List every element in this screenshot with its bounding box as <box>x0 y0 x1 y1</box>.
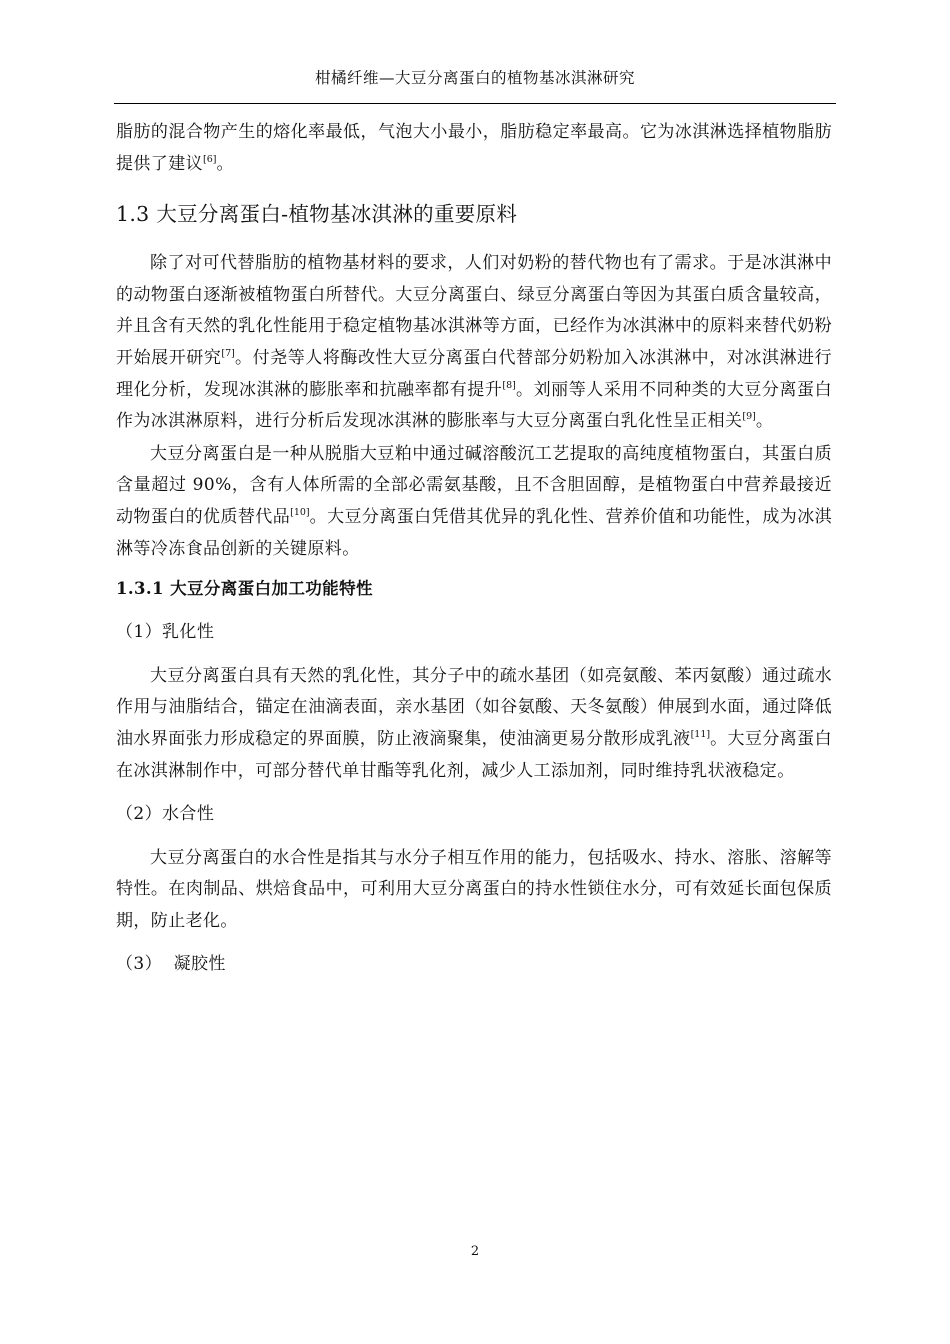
paragraph-soy-protein-isolate: 大豆分离蛋白是一种从脱脂大豆粕中通过碱溶酸沉工艺提取的高纯度植物蛋白，其蛋白质含量超过 90%，含有人体所需的全部必需氨基酸，且不含胆固醇，是植物蛋白中营养最接近动物蛋白的优质替代品[10]。大豆分离蛋白凭借其优异的乳化性、营养价值和功能性，成为冰淇淋等冷冻食品创新的关键原料。 <box>116 443 833 559</box>
page-header: 柑橘纤维—大豆分离蛋白的植物基冰淇淋研究 <box>314 69 635 87</box>
item-label-emulsification: （1）乳化性 <box>116 622 215 643</box>
section-heading-1-3-1: 1.3.1 大豆分离蛋白加工功能特性 <box>116 579 373 599</box>
citation[interactable]: [10] <box>290 506 310 518</box>
header-rule <box>114 103 836 104</box>
citation[interactable]: [6] <box>203 153 217 165</box>
page-number: 2 <box>470 1244 480 1259</box>
citation[interactable]: [8] <box>502 379 516 391</box>
page-body <box>116 117 832 993</box>
citation[interactable]: [9] <box>742 411 756 423</box>
section-heading-1-3: 1.3 大豆分离蛋白-植物基冰淇淋的重要原料 <box>116 202 518 227</box>
item-label-gelation: （3） 凝胶性 <box>116 954 226 975</box>
citation[interactable]: [7] <box>221 347 235 359</box>
citation[interactable]: [11] <box>690 728 711 740</box>
paragraph-hydration: 大豆分离蛋白的水合性是指其与水分子相互作用的能力，包括吸水、持水、溶胀、溶解等特性。在肉制品、烘焙食品中，可利用大豆分离蛋白的持水性锁住水分，可有效延长面包保质期，防止老化。 <box>116 847 832 931</box>
paragraph-emulsification: 大豆分离蛋白具有天然的乳化性，其分子中的疏水基团（如亮氨酸、苯丙氨酸）通过疏水作用与油脂结合，锚定在油滴表面，亲水基团（如谷氨酸、天冬氨酸）伸展到水面，通过降低油水界面张力形成稳定的界面膜，防止液滴聚集，使油滴更易分散形成乳液[11]。大豆分离蛋白在冰淇淋制作中，可部分替代单甘酯等乳化剂，减少人工添加剂，同时维持乳状液稳定。 <box>116 665 832 781</box>
item-label-hydration: （2）水合性 <box>116 804 215 825</box>
intro-paragraph: 脂肪的混合物产生的熔化率最低，气泡大小最小，脂肪稳定率最高。它为冰淇淋选择植物脂肪提供了建议[6]。 <box>116 122 832 174</box>
paragraph-replacement-protein: 除了对可代替脂肪的植物基材料的要求，人们对奶粉的替代物也有了需求。于是冰淇淋中的动物蛋白逐渐被植物蛋白所替代。大豆分离蛋白、绿豆分离蛋白等因为其蛋白质含量较高，并且含有天然的乳化性能用于稳定植物基冰淇淋等方面，已经作为冰淇淋中的原料来替代奶粉开始展开研究[7]。付尧等人将酶改性大豆分离蛋白代替部分奶粉加入冰淇淋中，对冰淇淋进行理化分析，发现冰淇淋的膨胀率和抗融率都有提升[8]。刘丽等人采用不同种类的大豆分离蛋白作为冰淇淋原料，进行分析后发现冰淇淋的膨胀率与大豆分离蛋白乳化性呈正相关[9]。 <box>116 253 832 432</box>
